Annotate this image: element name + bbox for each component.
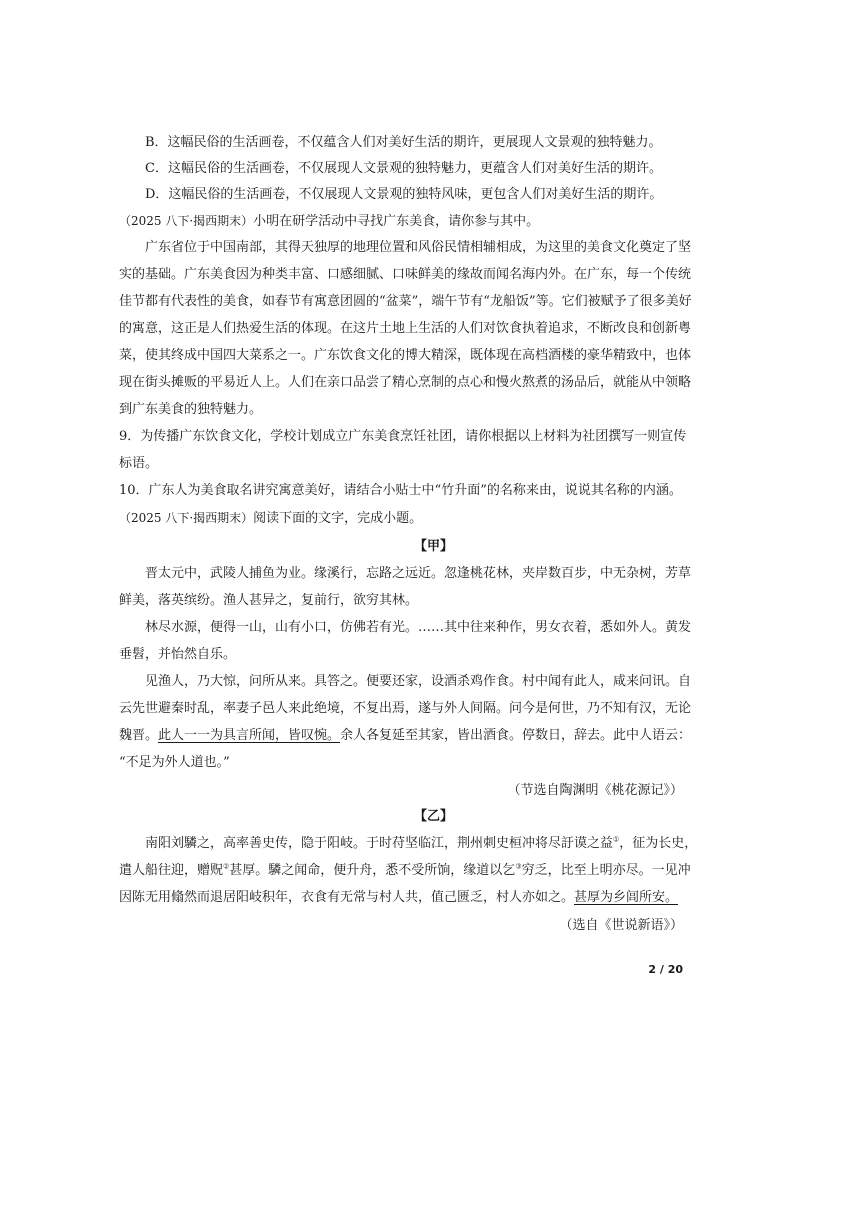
jia-line: 林尽水源，便得一山，山有小口，仿佛若有光。……其中往来种作，男女衣着，悉如外人。黄发 [145,620,692,635]
passage-line: 现在街头摊贩的平易近人上。人们在亲口品尝了精心烹制的点心和慢火熬煮的汤品后，就能从中领略 [119,375,692,390]
section-title-jia: 【甲】 [413,539,453,554]
jia-line: 晋太元中，武陵人捕鱼为业。缘溪行，忘路之远近。忽逢桃花林，夹岸数百步，中无杂树，芳草 [145,566,692,581]
jia-line: 鲜美，落英缤纷。渔人甚异之，复前行，欲穷其林。 [119,593,419,608]
underlined-sentence: 此人一一为具言所闻，皆叹惋。 [158,728,341,743]
passage-line: 菜，使其终成中国四大菜系之一。广东饮食文化的博大精深，既体现在高档酒楼的豪华精致中，也体 [119,348,692,363]
yi-text: 遣人船往迎，赠贶 [119,863,224,878]
passage-line: 佳节都有代表性的美食，如春节有寓意团圆的“盆菜”，端午节有“龙船饭”等。它们被赋予了很多美好 [119,294,692,309]
passage-line: 广东省位于中国南部，其得天独厚的地理位置和风俗民情相辅相成，为这里的美食文化奠定了坚 [145,240,692,255]
question-source: （2025 八下·揭西期末） [119,214,254,228]
question-intro [119,509,422,528]
jia-line: “不足为外人道也。” [119,755,230,770]
question-intro-text: 阅读下面的文字，完成小题。 [253,511,423,526]
jia-line: 垂髫，并怡然自乐。 [119,647,237,662]
passage-line: 到广东美食的独特魅力。 [119,402,263,417]
page-number: 2 / 20 [648,963,683,976]
yi-source: （选自《世说新语》） [559,918,683,933]
question-intro-text: 小明在研学活动中寻找广东美食，请你参与其中。 [253,214,540,229]
question-9-cont: 标语。 [119,456,159,471]
jia-line: 见渔人，乃大惊，问所从来。具答之。便要还家，设酒杀鸡作食。村中闻有此人，咸来问讯。自 [145,674,692,689]
question-intro [119,212,539,231]
jia-text: 余人各复延至其家，皆出酒食。停数日，辞去。此中人语云： [340,728,692,743]
option-d: D．这幅民俗的生活画卷，不仅展现人文景观的独特风味，更包含人们对美好生活的期许。 [145,187,663,202]
jia-source: （节选自陶渊明《桃花源记》） [507,783,683,798]
footnote-mark: ① [613,835,620,844]
question-9: 9．为传播广东饮食文化，学校计划成立广东美食烹饪社团，请你根据以上材料为社团撰写一则宣传 [119,429,687,444]
underlined-sentence: 甚厚为乡闾所安。 [574,890,679,905]
yi-text: 因陈无用翛然而退居阳岐积年，衣食有无常与村人共，值己匮乏，村人亦如之。 [119,890,575,905]
question-source: （2025 八下·揭西期末） [119,511,254,525]
yi-line [119,889,678,907]
footnote-mark: ③ [515,862,522,871]
option-b: B．这幅民俗的生活画卷，不仅蕴含人们对美好生活的期许，更展现人文景观的独特魅力。 [145,135,662,150]
jia-line: 云先世避秦时乱，率妻子邑人来此绝境，不复出焉，遂与外人间隔。问今是何世，乃不知有汉，无论 [119,701,692,716]
yi-line [145,835,697,853]
option-c: C．这幅民俗的生活画卷，不仅展现人文景观的独特魅力，更蕴含人们对美好生活的期许。 [145,161,662,176]
section-title-yi: 【乙】 [413,809,453,824]
yi-text: ，征为长史， [619,836,698,851]
yi-text: 穷乏，比至上明亦尽。一见冲 [521,863,691,878]
yi-text: 甚厚。驎之闻命，便升舟，悉不受所饷，缘道以乞 [229,863,516,878]
jia-text: 魏晋。 [119,728,159,743]
yi-text: 南阳刘驎之，高率善史传，隐于阳岐。于时苻坚临江，荆州刺史桓冲将尽訏谟之益 [145,836,614,851]
jia-line [119,727,691,745]
question-10: 10．广东人为美食取名讲究寓意美好，请结合小贴士中“竹升面”的名称来由，说说其名称的内涵。 [119,483,682,498]
yi-line [119,862,691,880]
passage-line: 的寓意，这正是人们热爱生活的体现。在这片土地上生活的人们对饮食执着追求，不断改良和创新粤 [119,321,692,336]
passage-line: 实的基础。广东美食因为种类丰富、口感细腻、口味鲜美的缘故而闻名海内外。在广东，每一个传统 [119,267,692,282]
footnote-mark: ② [223,862,230,871]
